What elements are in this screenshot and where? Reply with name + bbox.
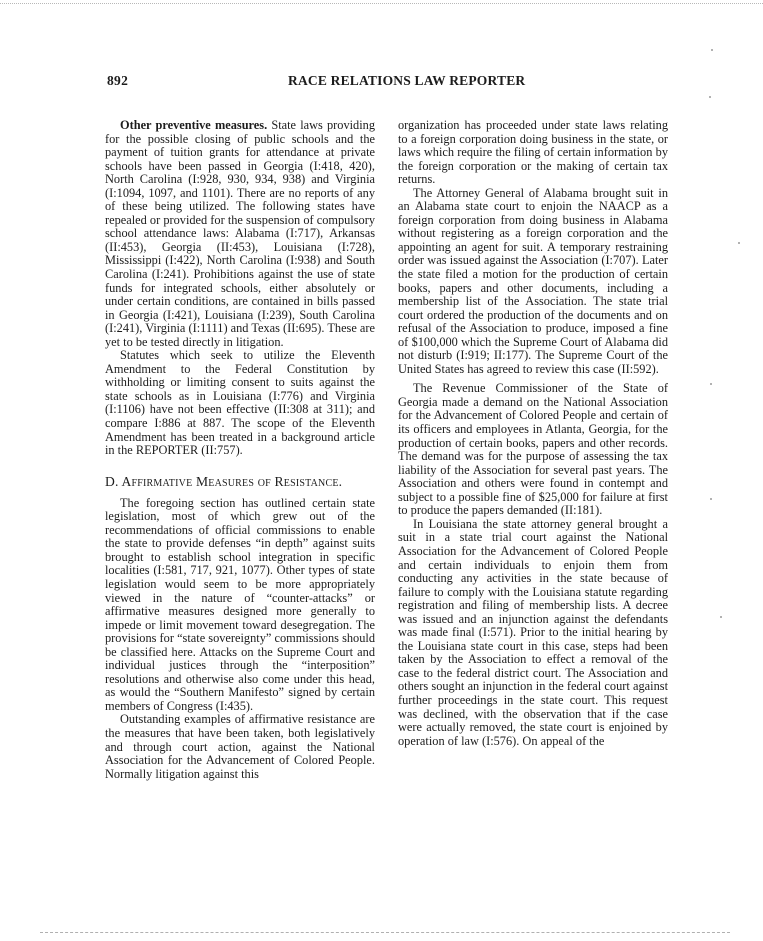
scan-speck xyxy=(709,96,711,98)
paragraph-eleventh-amendment: Statutes which seek to utilize the Eleventh Amendment to the Federal Constitution by withholding or limiting consent to suits against the state schools as in Louisiana (I:776) and Virginia (I:1106) have not been effective (II:308 at 311); and compare I:886 at 887. The scope of the Eleventh Amendment has been treated in a background article in the REPORTER (II:757). xyxy=(105,348,375,458)
left-column xyxy=(105,119,375,781)
running-title: RACE RELATIONS LAW REPORTER xyxy=(288,73,526,88)
run-in-heading: Other preventive measures. xyxy=(120,118,268,132)
scan-speck xyxy=(710,498,712,500)
paragraph-continuation: organization has proceeded under state laws relating to a foreign corporation doing business in the state, or laws which require the filing of certain information by the foreign corporation or the making of certain tax returns. xyxy=(398,118,668,187)
paragraph-text: State laws providing for the possible closing of public schools and the payment of tuition grants for attendance at private schools have been passed in Georgia (I:418, 420), North Carolina (I:928, 930, 934, 938) and Virginia (I:1094, 1097, and 1101). There are no reports of any of these being utilized. The following states have repealed or provided for the suspension of compulsory school attendance laws: Alabama (I:717), Arkansas (II:453), Georgia (II:453), Louisiana (I:728), Mississippi (I:422), North Carolina (I:938) and South Carolina (I:241). Prohibitions against the use of state funds for integrated schools, either absolutely or under certain conditions, are contained in bills passed in Georgia (I:421), Louisiana (I:239), South Carolina (I:241), Virginia (I:1111) and Texas (II:695). These are yet to be tested directly in litigation. xyxy=(105,118,375,349)
scan-speck xyxy=(711,49,713,51)
scan-speck xyxy=(710,383,712,385)
paragraph-preventive-measures xyxy=(105,119,375,349)
paragraph-outstanding-examples: Outstanding examples of affirmative resistance are the measures that have been taken, both legislatively and through court action, against the National Association for the Advancement of Colored People. Normally litigation against this xyxy=(105,712,375,781)
scan-speck xyxy=(738,242,740,244)
right-column xyxy=(398,119,668,748)
page-number: 892 xyxy=(107,73,129,88)
scan-bottom-edge xyxy=(40,932,730,933)
paragraph-louisiana: In Louisiana the state attorney general brought a suit in a state trial court against the National Association for the Advancement of Colored People and certain individuals to enjoin them from conducting any activities in the state because of failure to comply with the Louisiana statute regarding registration and filing of membership lists. A decree was issued and an injunction against the defendants was made final (I:571). Prior to the initial hearing by the Louisiana state court in this case, steps had been taken by the Association to effect a removal of the case to the federal district court. The Association and others sought an injunction in the federal court against further proceedings in the state court. This request was declined, with the observation that if the case were actually removed, the state court is enjoined by operation of law (I:576). On appeal of the xyxy=(398,516,668,748)
scan-top-edge xyxy=(0,3,763,4)
scan-speck xyxy=(720,616,722,618)
paragraph-georgia: The Revenue Commissioner of the State of Georgia made a demand on the National Association for the Advancement of Colored People and certain of its officers and employees in Atlanta, Georgia, for the production of certain books, papers and other records. The demand was for the purpose of assessing the tax liability of the Association for several past years. The Association and others were found in contempt and subject to a possible fine of $25,000 for failure at first to produce the papers demanded (II:181). xyxy=(398,381,668,518)
paragraph-alabama: The Attorney General of Alabama brought suit in an Alabama state court to enjoin the NAACP as a foreign corporation from doing business in Alabama without registering as a foreign corporation and the appointing an agent for suit. A temporary restraining order was issued against the Association (I:707). Later the state filed a motion for the production of certain books, papers and other documents, including a membership list of the Association. The state trial court ordered the production of the documents and on refusal of the Association to produce, imposed a fine of $100,000 which the Supreme Court of Alabama did not disturb (I:919; II:177). The Supreme Court of the United States has agreed to review this case (II:592). xyxy=(398,185,668,376)
paragraph-foregoing-section: The foregoing section has outlined certain state legislation, most of which grew out of the recommendations of official commissions to enable the state to provide defenses “in depth” against suits brought to establish school integration in specific localities (I:581, 717, 921, 1077). Other types of state legislation would seem to be more appropriately viewed in the nature of “counter-attacks” or affirmative measures designed more generally to impede or limit movement toward desegregation. The provisions for “state sovereignty” commissions should be classified here. Attacks on the Supreme Court and individual justices through the “interposition” resolutions and otherwise also come under this head, as would the “Southern Manifesto” signed by certain members of Congress (I:435). xyxy=(105,495,375,713)
section-heading: D. Affirmative Measures of Resistance. xyxy=(105,473,343,489)
